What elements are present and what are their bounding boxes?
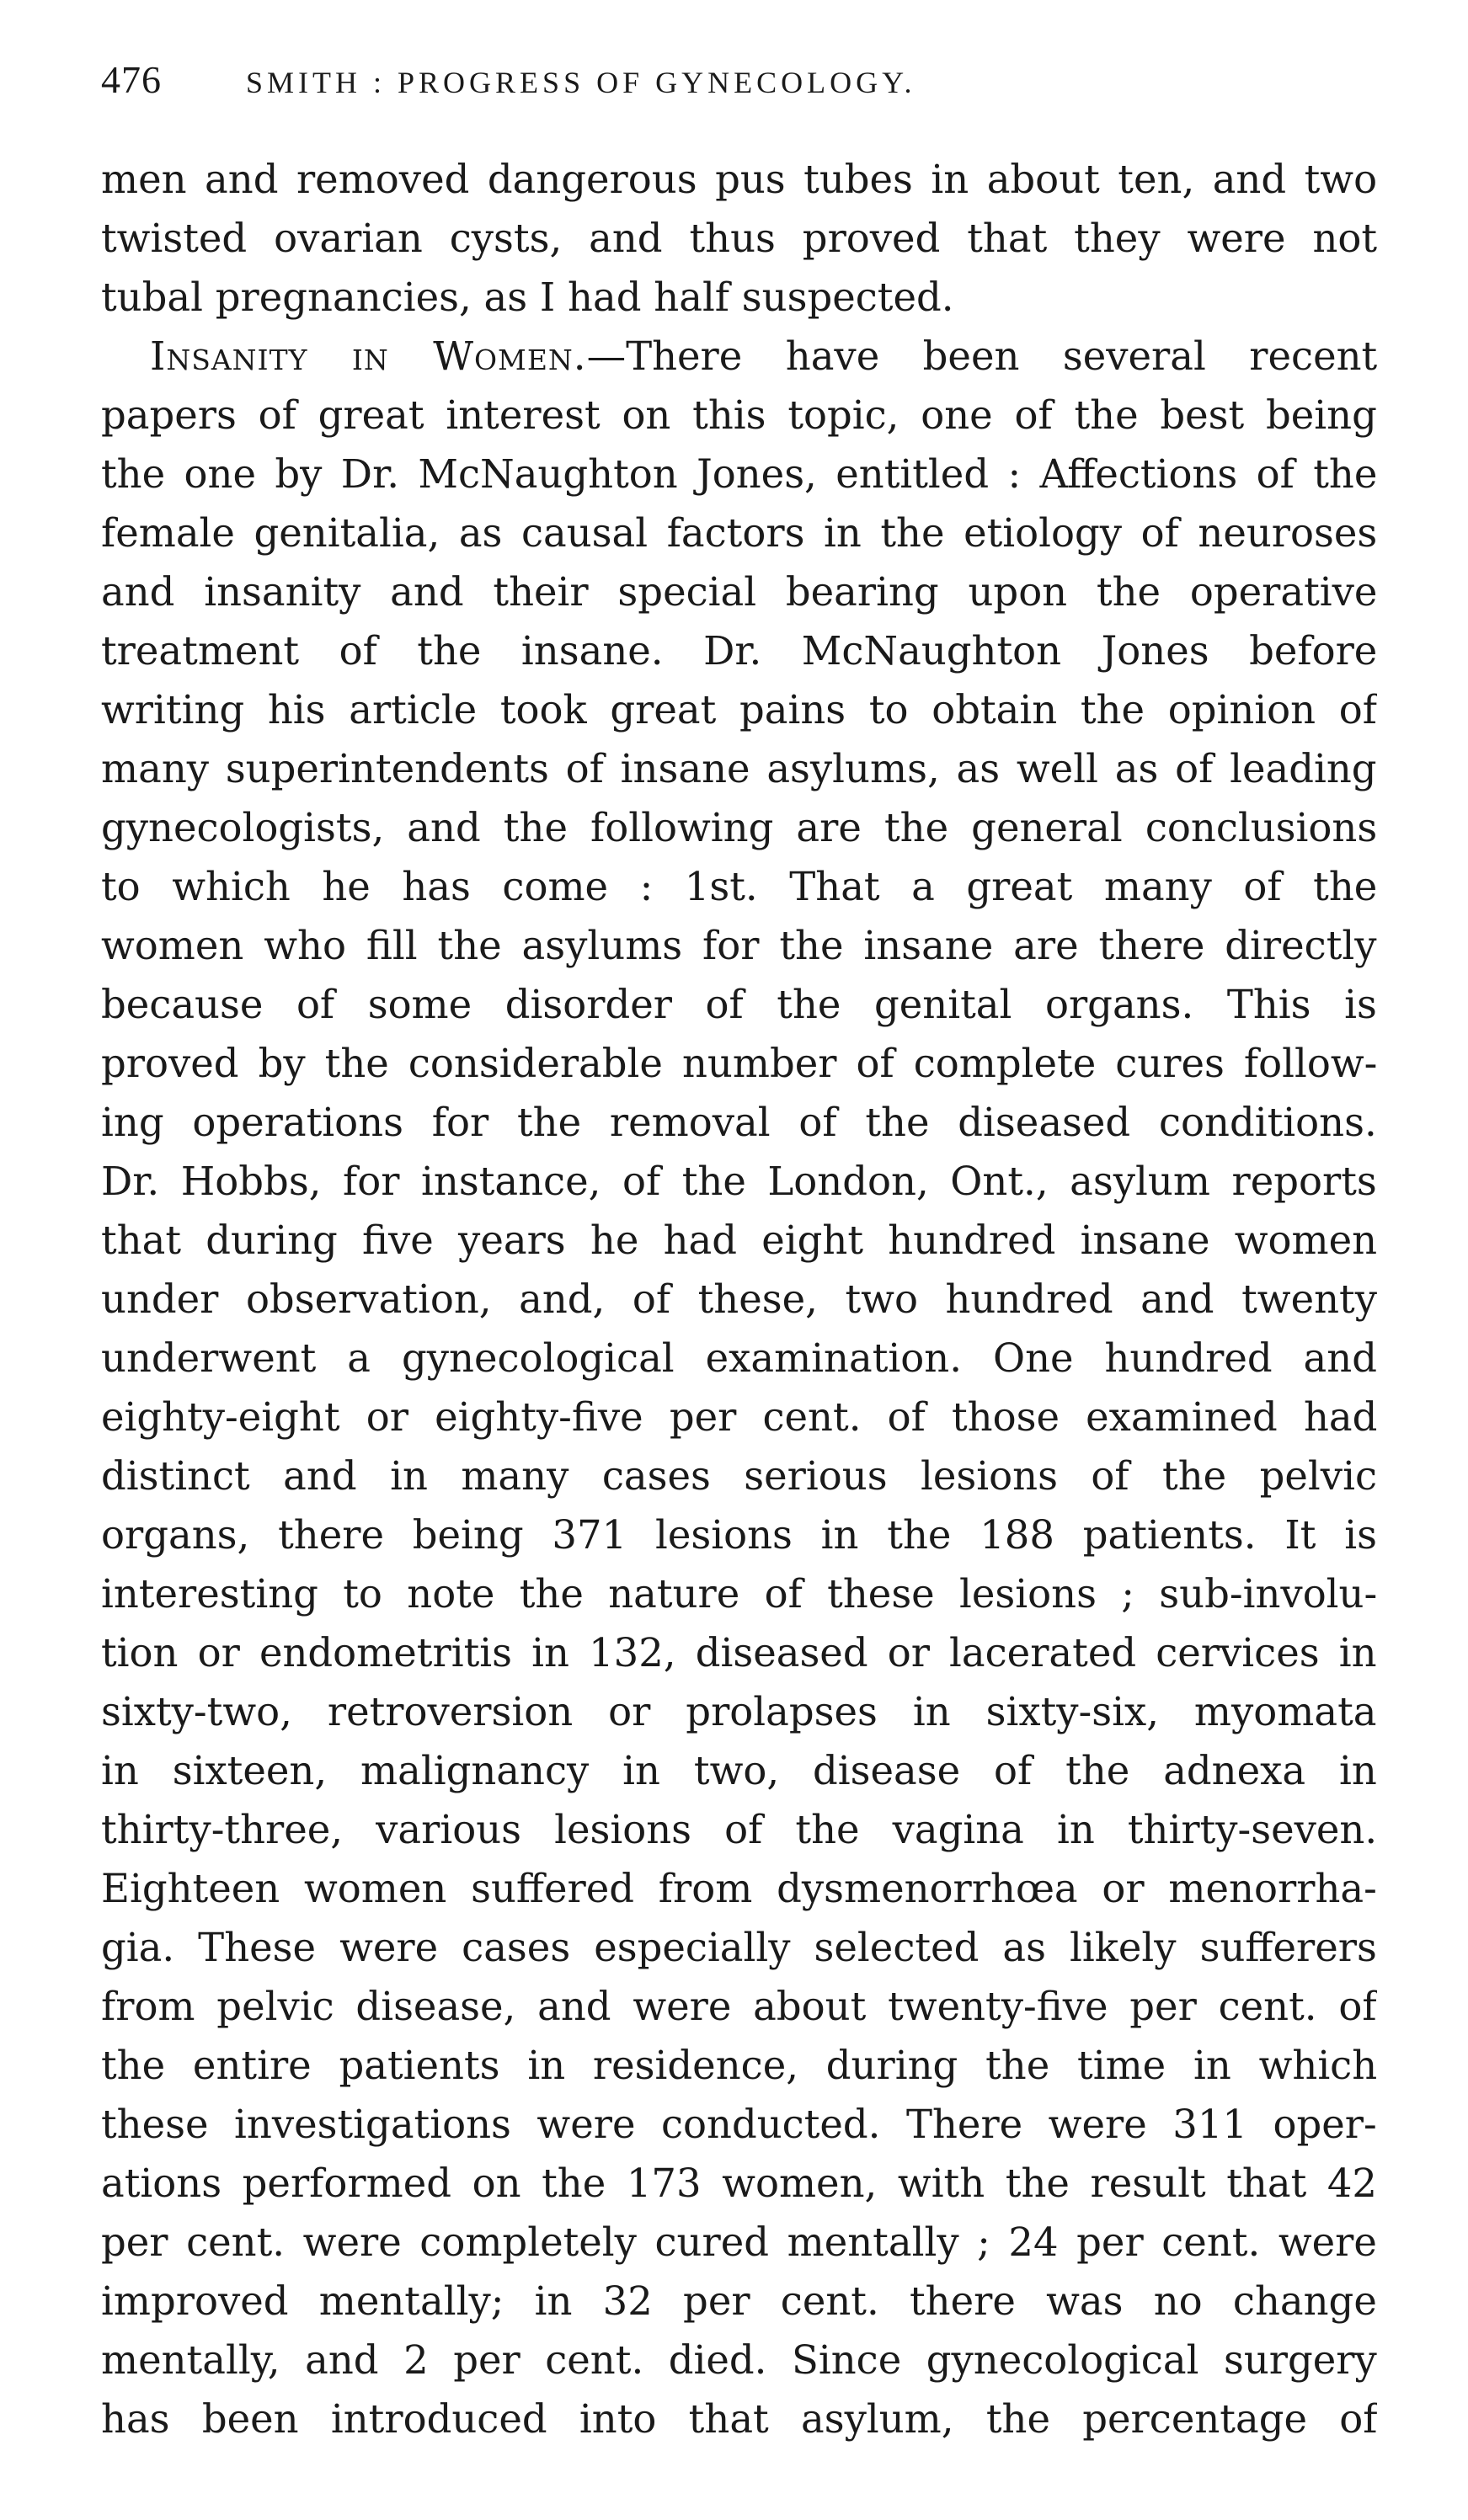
text-line: ing operations for the removal of the diseased conditions. [101,1100,1377,1145]
paragraph-start-line [101,327,1377,386]
text-line: Eighteen women suffered from dysmenorrhœa or menorrha- [101,1866,1377,1911]
text-line: the entire patients in residence, during the time in which [101,2043,1377,2088]
text-line: proved by the considerable number of complete cures follow- [101,1041,1377,1086]
text-line: ations performed on the 173 women, with the result that 42 [101,2160,1377,2206]
text-line: to which he has come : 1st. That a great many of the [101,864,1377,909]
text-line: improved mentally; in 32 per cent. there was no change [101,2278,1377,2324]
text-line: because of some disorder of the genital organs. This is [101,982,1377,1027]
text-line: eighty-eight or eighty-five per cent. of those examined had [101,1394,1377,1440]
text-line: gia. These were cases especially selected as likely sufferers [101,1925,1377,1970]
text-line: treatment of the insane. Dr. McNaughton Jones before [101,628,1377,674]
text-line: women who fill the asylums for the insane are there directly [101,923,1377,968]
section-heading: Insanity in Women. [150,333,587,379]
text-line: from pelvic disease, and were about twenty-five per cent. of [101,1984,1377,2029]
text-line: that during five years he had eight hundred insane women [101,1217,1377,1263]
text-line: underwent a gynecological examination. One hundred and [101,1335,1377,1381]
text-line: many superintendents of insane asylums, as well as of leading [101,746,1377,791]
text-line: per cent. were completely cured mentally ; 24 per cent. were [101,2219,1377,2265]
running-head [101,57,1381,108]
text-line: and insanity and their special bearing upon the operative [101,569,1377,615]
text-line: these investigations were conducted. There were 311 oper- [101,2102,1377,2147]
text-line: tubal pregnancies, as I had half suspected. [101,274,954,320]
text-line: the one by Dr. McNaughton Jones, entitled : Affections of the [101,451,1377,497]
text-line: men and removed dangerous pus tubes in about ten, and two [101,157,1377,202]
text-line: gynecologists, and the following are the general conclusions [101,805,1377,850]
text-line: papers of great interest on this topic, one of the best being [101,392,1377,438]
text-line: organs, there being 371 lesions in the 188 patients. It is [101,1512,1377,1558]
text-line: interesting to note the nature of these lesions ; sub-involu- [101,1571,1377,1617]
text-line: in sixteen, malignancy in two, disease of the adnexa in [101,1748,1377,1793]
text-line: female genitalia, as causal factors in the etiology of neuroses [101,510,1377,556]
text-line: under observation, and, of these, two hundred and twenty [101,1276,1377,1322]
text-line-rest: —There have been several recent [586,333,1377,379]
text-line: distinct and in many cases serious lesions of the pelvic [101,1453,1377,1499]
body-text [101,150,1377,2448]
text-line: Dr. Hobbs, for instance, of the London, Ont., asylum reports [101,1159,1377,1204]
text-line: tion or endometritis in 132, diseased or lacerated cervices in [101,1630,1377,1676]
text-line: mentally, and 2 per cent. died. Since gynecological surgery [101,2337,1377,2383]
text-line: sixty-two, retroversion or prolapses in sixty-six, myomata [101,1689,1377,1734]
page-number: 476 [101,58,162,101]
text-line: thirty-three, various lesions of the vagina in thirty-seven. [101,1807,1377,1852]
text-line: twisted ovarian cysts, and thus proved that they were not [101,216,1377,261]
text-line: writing his article took great pains to obtain the opinion of [101,687,1377,733]
text-line: has been introduced into that asylum, the percentage of [101,2396,1377,2442]
running-title: SMITH : PROGRESS OF GYNECOLOGY. [246,66,916,99]
